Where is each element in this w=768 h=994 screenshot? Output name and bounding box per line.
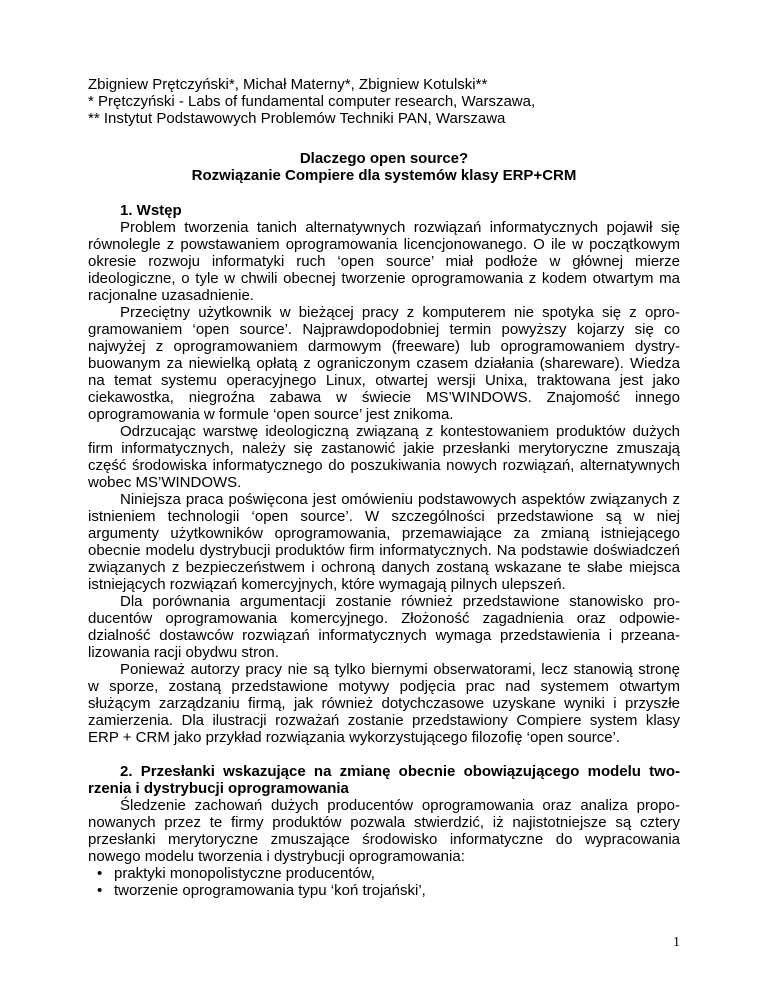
author-names: Zbigniew Prętczyński*, Michał Materny*, Zbigniew Kotulski** [88,76,488,93]
list-item-text: tworzenie oprogramowania typu ‘koń trojański’, [114,882,426,899]
affiliation-1: * Prętczyński - Labs of fundamental computer research, Warszawa, [88,93,536,110]
paragraph: Przeciętny użytkownik w bieżącej pracy z komputerem nie spotyka się z oprogramowaniem ‘open source’. Najprawdopodobniej termin powyższy kojarzy się co najwyżej z oprogramowaniem darmowym (freeware) lub oprogramowaniem dystrybuowanym za niewielką opłatą z ograniczonym czasem działania (shareware). Wiedza na temat systemu operacyjnego Linux, otwartej wersji Unixa, traktowana jest jako ciekawostka, niegroźna zabawa w świecie MS’WINDOWS. Znajomość innego oprogramowania w formule ‘open source’ jest znikoma. [88,304,680,423]
paragraph: Dla porównania argumentacji zostanie również przedstawione stanowisko producentów oprogramowania komercyjnego. Złożoność zagadnienia oraz odpowiedzialność dostawców rozwiązań informatycznych wymaga przedstawienia i przeanalizowania racji obydwu stron. [88,593,680,661]
affiliation-2: ** Instytut Podstawowych Problemów Techniki PAN, Warszawa [88,110,506,127]
paragraph: Problem tworzenia tanich alternatywnych rozwiązań informatycznych pojawił się równolegle z powstawaniem oprogramowania licencjonowanego. O ile w początkowym okresie rozwoju informatyki ruch ‘open source’ miał podłoże w głównej mierze ideologiczne, o tyle w chwili obecnej tworzenie oprogramowania z kodem otwartym ma racjonalne uzasadnienie. [88,219,680,304]
paper-body [88,202,680,899]
author-block [88,76,688,127]
list-item [88,882,680,899]
paragraph: Niniejsza praca poświęcona jest omówieniu podstawowych aspektów związanych z istnieniem technologii ‘open source’. W szczególności przedstawione są w niej argumenty użytkowników oprogramowania, przemawiające za zmianą istniejącego obecnie modelu dystrybucji produktów firm informatycznych. Na podstawie doświadczeń związanych z bezpieczeństwem i ochroną danych zostaną wskazane te słabe miejsca istniejących rozwiązań komercyjnych, które wymagają pilnych ulepszeń. [88,491,680,593]
page-number: 1 [673,935,680,950]
title-line-1: Dlaczego open source? [299,150,469,167]
paper-title [88,150,680,184]
list-item-text: praktyki monopolistyczne producentów, [114,865,375,882]
bullet-list [88,865,680,899]
section-2-heading: 2. Przesłanki wskazujące na zmianę obecnie obowiązującego modelu tworzenia i dystrybucji oprogramowania [88,763,680,797]
paragraph: Ponieważ autorzy pracy nie są tylko biernymi obserwatorami, lecz stanowią stronę w sporze, zostaną przedstawione motywy podjęcia prac nad systemem otwartym służącym zarządzaniu firmą, jak również dotychczasowe uzyskane wyniki i przyszłe zamierzenia. Dla ilustracji rozważań zostanie przedstawiony Compiere system klasy ERP + CRM jako przykład rozwiązania wykorzystującego filozofię ‘open source’. [88,661,680,746]
paragraph: Odrzucając warstwę ideologiczną związaną z kontestowaniem produktów dużych firm informatycznych, należy się zastanowić jakie przesłanki merytoryczne zmuszają część środowiska informatycznego do poszukiwania nowych rozwiązań, alternatywnych wobec MS’WINDOWS. [88,423,680,491]
bullet-icon: • [97,865,103,882]
title-line-2: Rozwiązanie Compiere dla systemów klasy ERP+CRM [191,167,577,184]
list-item [88,865,680,882]
paragraph: Śledzenie zachowań dużych producentów oprogramowania oraz analiza proponowanych przez te firmy produktów pozwala stwierdzić, iż najistotniejsze są cztery przesłanki merytoryczne zmuszające środowisko informatyczne do wypracowania nowego modelu tworzenia i dystrybucji oprogramowania: [88,797,680,865]
bullet-icon: • [97,882,103,899]
section-1-heading: 1. Wstęp [120,202,182,219]
